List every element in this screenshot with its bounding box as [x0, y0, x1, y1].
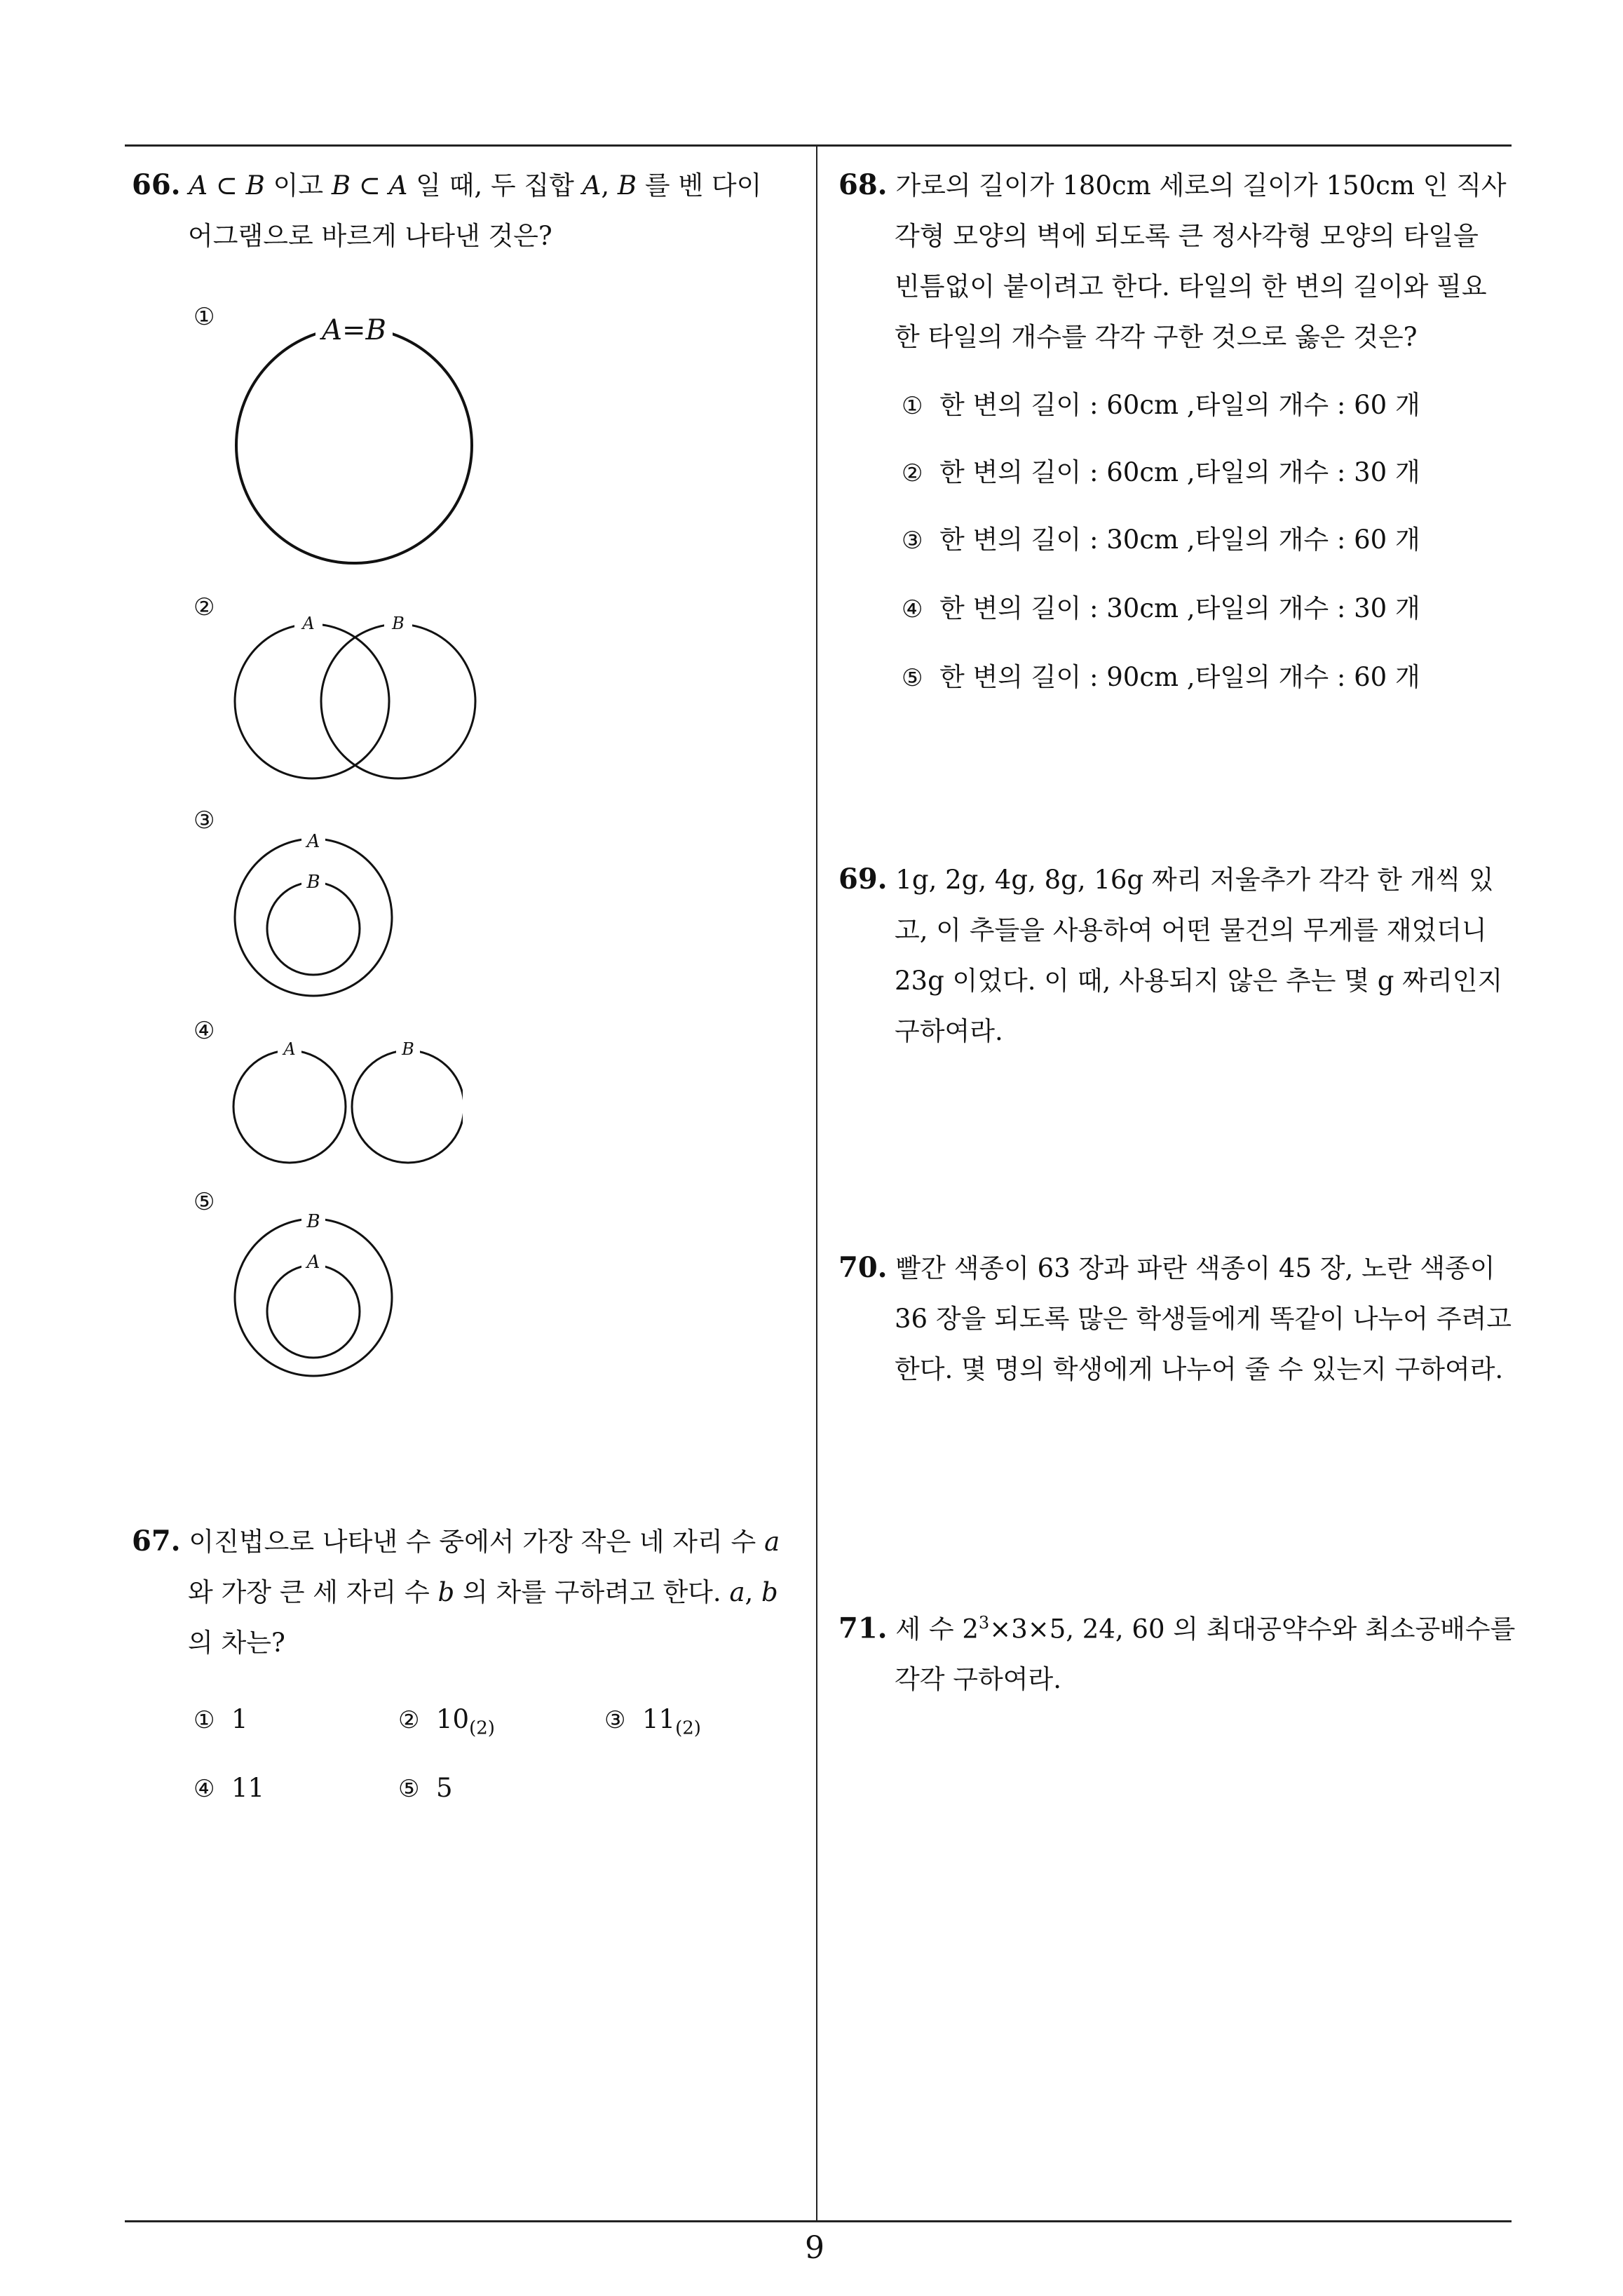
- q67-option-1: ① 1: [193, 1704, 248, 1734]
- q68-option-2: ② 한 변의 길이 : 60cm ,타일의 개수 : 30 개: [902, 457, 1420, 487]
- q68-option-4: ④ 한 변의 길이 : 30cm ,타일의 개수 : 30 개: [902, 593, 1420, 623]
- q67-option-4: ④ 11: [193, 1773, 265, 1803]
- diagram-label-b: B: [392, 614, 405, 633]
- q67-option-2: ② $10_{(2)}$: [398, 1704, 495, 1739]
- question-number: 68.: [838, 168, 888, 201]
- option-mark: ⑤: [193, 1188, 215, 1216]
- diagram-label: A=B: [322, 314, 386, 346]
- option-mark: ④: [193, 1017, 215, 1045]
- column-divider: [816, 144, 817, 2222]
- venn-diagram-option-1: [224, 309, 491, 575]
- question-number: 69.: [838, 863, 888, 896]
- circle-b: [352, 1051, 463, 1163]
- venn-diagram-option-2: [224, 603, 498, 792]
- question-68: 68. 가로의 길이가 180cm 세로의 길이가 150cm 인 직사 각형 모양의 벽에 되도록 큰 정사각형 모양의 타일을 빈틈없이 붙이려고 한다. 타일의 한 변의 길이와 필요 한 타일의 개수를 각각 구한 것으로 옳은 것은?: [838, 168, 1507, 352]
- question-66: 66. A ⊂ B 이고 B ⊂ A 일 때, 두 집합 A, B 를 벤 다이 어그램으로 바르게 나타낸 것은?: [132, 160, 805, 262]
- question-text: 어그램으로 바르게 나타낸 것은?: [188, 221, 552, 251]
- question-number: 70.: [838, 1251, 888, 1284]
- diagram-label-a: A: [283, 1039, 296, 1059]
- option-mark: ①: [193, 303, 215, 331]
- question-70: 70. 빨간 색종이 63 장과 파란 색종이 45 장, 노란 색종이 36 장을 되도록 많은 학생들에게 똑같이 나누어 주려고 한다. 몇 명의 학생에게 나누어 줄 수 있는지 구하여라.: [838, 1251, 1512, 1384]
- circle-a: [233, 1051, 346, 1163]
- question-number: 66.: [132, 168, 181, 201]
- diagram-label-inner: A: [306, 1252, 320, 1273]
- venn-diagram-option-3: [224, 825, 407, 1007]
- circle-inner: [267, 1265, 360, 1358]
- venn-diagram-option-4: [224, 1031, 463, 1171]
- option-mark: ③: [193, 806, 215, 835]
- q68-option-3: ③ 한 변의 길이 : 30cm ,타일의 개수 : 60 개: [902, 525, 1420, 555]
- question-67: 67. 이진법으로 나타낸 수 중에서 가장 작은 네 자리 수 a 와 가장 큰 세 자리 수 b 의 차를 구하려고 한다. a, b 의 차는?: [132, 1525, 780, 1658]
- circle-a: [235, 624, 389, 778]
- diagram-label-outer: A: [306, 831, 320, 852]
- q67-option-3: ③ $11_{(2)}$: [604, 1704, 701, 1739]
- question-number: 71.: [838, 1612, 888, 1645]
- q67-option-5: ⑤ 5: [398, 1773, 453, 1803]
- top-rule: [125, 144, 1512, 147]
- diagram-label-a: A: [302, 614, 315, 633]
- bottom-rule: [125, 2220, 1512, 2222]
- question-number: 67.: [132, 1525, 181, 1558]
- diagram-label-inner: B: [306, 872, 320, 893]
- circle-outer: [235, 1219, 392, 1376]
- circle-a-equals-b: [236, 327, 472, 563]
- circle-inner: [267, 882, 360, 975]
- venn-diagram-option-5: [224, 1206, 407, 1389]
- q68-option-1: ① 한 변의 길이 : 60cm ,타일의 개수 : 60 개: [902, 390, 1420, 420]
- page-number: 9: [805, 2230, 824, 2266]
- q68-option-5: ⑤ 한 변의 길이 : 90cm ,타일의 개수 : 60 개: [902, 662, 1420, 692]
- circle-outer: [235, 839, 392, 996]
- question-71: 71. 세 수 $2^3\times 3\times 5$, 24, 60 의 최대공약수와 최소공배수를 각각 구하여라.: [838, 1612, 1516, 1695]
- diagram-label-outer: B: [306, 1211, 320, 1232]
- diagram-label-b: B: [402, 1039, 414, 1059]
- question-69: 69. 1g, 2g, 4g, 8g, 16g 짜리 저울추가 각각 한 개씩 있 고, 이 추들을 사용하여 어떤 물건의 무게를 재었더니 23g 이었다. 이 때, 사용되지 않은 추는 몇 g 짜리인지 구하여라.: [838, 863, 1503, 1046]
- circle-b: [321, 624, 475, 778]
- option-mark: ②: [193, 593, 215, 621]
